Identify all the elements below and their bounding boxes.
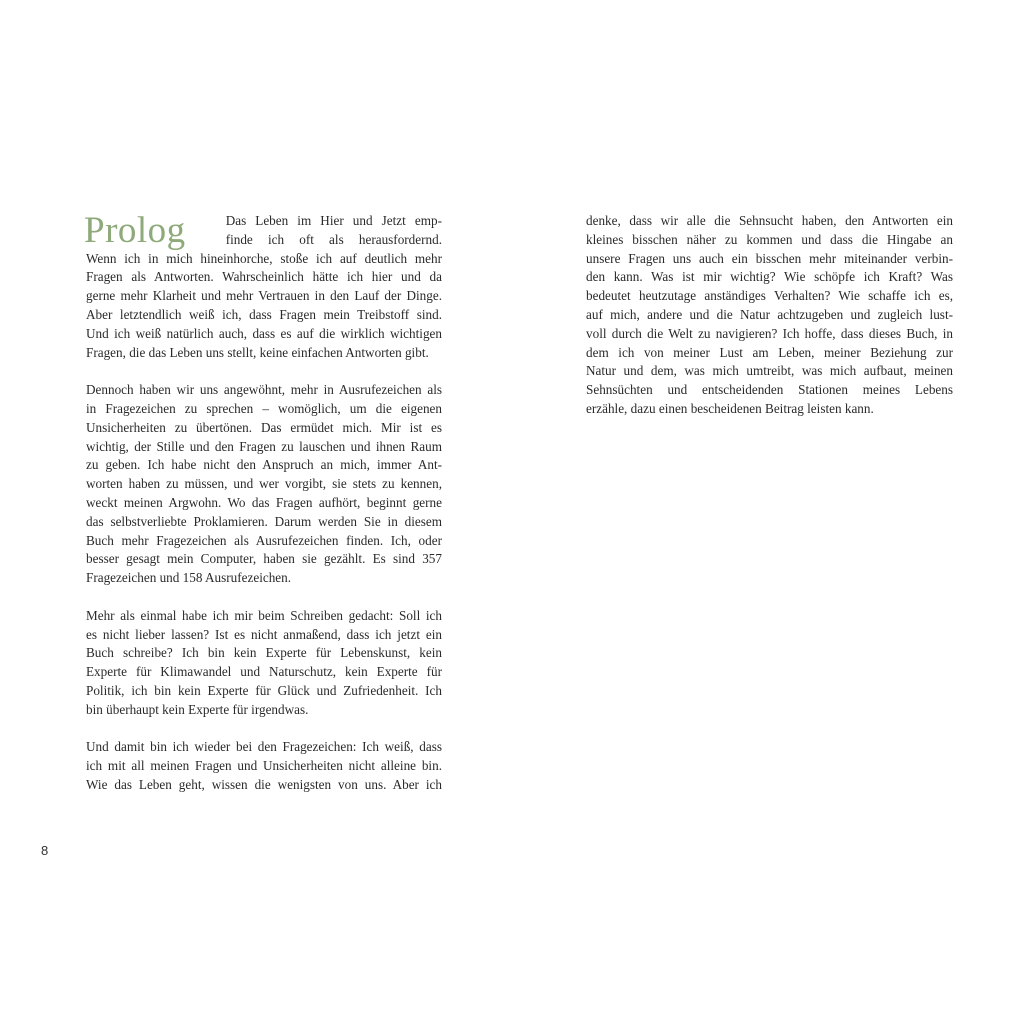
text-line: Fragen, die das Leben uns stellt, keine einfachen Antworten gibt. (86, 344, 429, 360)
text-line: Sehnsüchten und entscheidenden Stationen meines Lebens (586, 382, 953, 398)
text-line: den kann. Was ist mir wichtig? Wie schöpfe ich Kraft? Was (586, 269, 953, 285)
paragraph-gap (86, 362, 442, 381)
text-line: weckt meinen Argwohn. Wo das Fragen aufhört, beginnt gerne (86, 494, 442, 510)
text-line: es nicht lieber lassen? Ist es nicht anmaßend, dass ich jetzt ein (86, 626, 442, 642)
text-line: Fragezeichen und 158 Ausrufezeichen. (86, 570, 292, 586)
text-line: Und ich weiß natürlich auch, dass es auf die wirklich wichtigen (86, 325, 442, 341)
paragraph-1 (86, 212, 442, 362)
paragraph-3 (86, 607, 442, 720)
text-line: Das Leben im Hier und Jetzt emp- (225, 213, 442, 228)
text-line: in Fragezeichen zu sprechen – womöglich, um die eigenen (86, 400, 442, 416)
text-line: Buch schreibe? Ich bin kein Experte für Lebenskunst, kein (86, 645, 442, 661)
right-page (512, 0, 1024, 1024)
text-line: besser gesagt mein Computer, haben sie gezählt. Es sind 357 (86, 551, 442, 567)
text-line: Unsicherheiten zu übertönen. Das ermüdet mich. Mir ist es (86, 419, 442, 435)
paragraph-4 (86, 738, 442, 794)
text-line: Politik, ich bin kein Experte für Glück und Zufriedenheit. Ich (86, 682, 442, 698)
text-line: bin überhaupt kein Experte für irgendwas. (86, 701, 309, 717)
text-line: Wenn ich in mich hineinhorche, stoße ich auf deutlich mehr (86, 250, 442, 266)
text-line: bedeutet heutzutage anständiges Verhalten? Wie schaffe ich es, (586, 288, 953, 304)
text-line: Natur und dem, was mich umtreibt, was mich aufbaut, meinen (586, 363, 953, 379)
text-line: unsere Fragen uns auch ein bisschen mehr miteinander verbin- (586, 250, 953, 266)
text-line: Buch mehr Fragezeichen als Ausrufezeichen finden. Ich, oder (86, 532, 442, 548)
text-line: gerne mehr Klarheit und mehr Vertrauen in den Lauf der Dinge. (86, 288, 442, 304)
paragraph-gap (86, 588, 442, 607)
text-line: zu geben. Ich habe nicht den Anspruch an mich, immer Ant- (86, 457, 442, 473)
text-line: auf mich, andere und die Natur achtzugeben und zugleich lust- (586, 306, 953, 322)
text-line: kleines bisschen näher zu kommen und dass die Hingabe an (586, 231, 953, 247)
text-line: das selbstverliebte Proklamieren. Darum werden Sie in diesem (86, 513, 442, 529)
text-line: Wie das Leben geht, wissen die wenigsten von uns. Aber ich (86, 776, 442, 792)
paragraph-gap (86, 720, 442, 739)
text-line: Mehr als einmal habe ich mir beim Schreiben gedacht: Soll ich (86, 607, 442, 623)
paragraph-continuation (586, 212, 953, 419)
text-line: erzähle, dazu einen bescheidenen Beitrag leisten kann. (586, 400, 874, 416)
text-line: finde ich oft als herausfordernd. (225, 231, 442, 247)
text-line: denke, dass wir alle die Sehnsucht haben, den Antworten ein (586, 213, 953, 228)
page-number: 8 (41, 843, 49, 858)
text-line: Aber letztendlich weiß ich, dass Fragen mein Treibstoff sind. (86, 306, 442, 322)
text-line: Dennoch haben wir uns angewöhnt, mehr in Ausrufezeichen als (86, 382, 442, 398)
chapter-heading: Prolog (84, 210, 186, 251)
text-line: ich mit all meinen Fragen und Unsicherheiten nicht alleine bin. (86, 758, 442, 774)
text-line: wichtig, der Stille und den Fragen zu lauschen und ihnen Raum (86, 438, 442, 454)
paragraph-2 (86, 381, 442, 588)
right-text-column (586, 212, 953, 419)
text-line: Und damit bin ich wieder bei den Fragezeichen: Ich weiß, dass (86, 739, 442, 755)
text-line: Fragen als Antworten. Wahrscheinlich hätte ich hier und da (86, 269, 442, 285)
text-line: dem ich von meiner Lust am Leben, meiner Beziehung zur (586, 344, 953, 360)
text-line: Experte für Klimawandel und Naturschutz, kein Experte für (86, 664, 442, 680)
text-line: voll durch die Welt zu navigieren? Ich hoffe, dass dieses Buch, in (586, 325, 953, 341)
text-line: worten haben zu müssen, und wer vorgibt, sie stets zu kennen, (86, 476, 442, 492)
left-text-column (86, 212, 442, 795)
